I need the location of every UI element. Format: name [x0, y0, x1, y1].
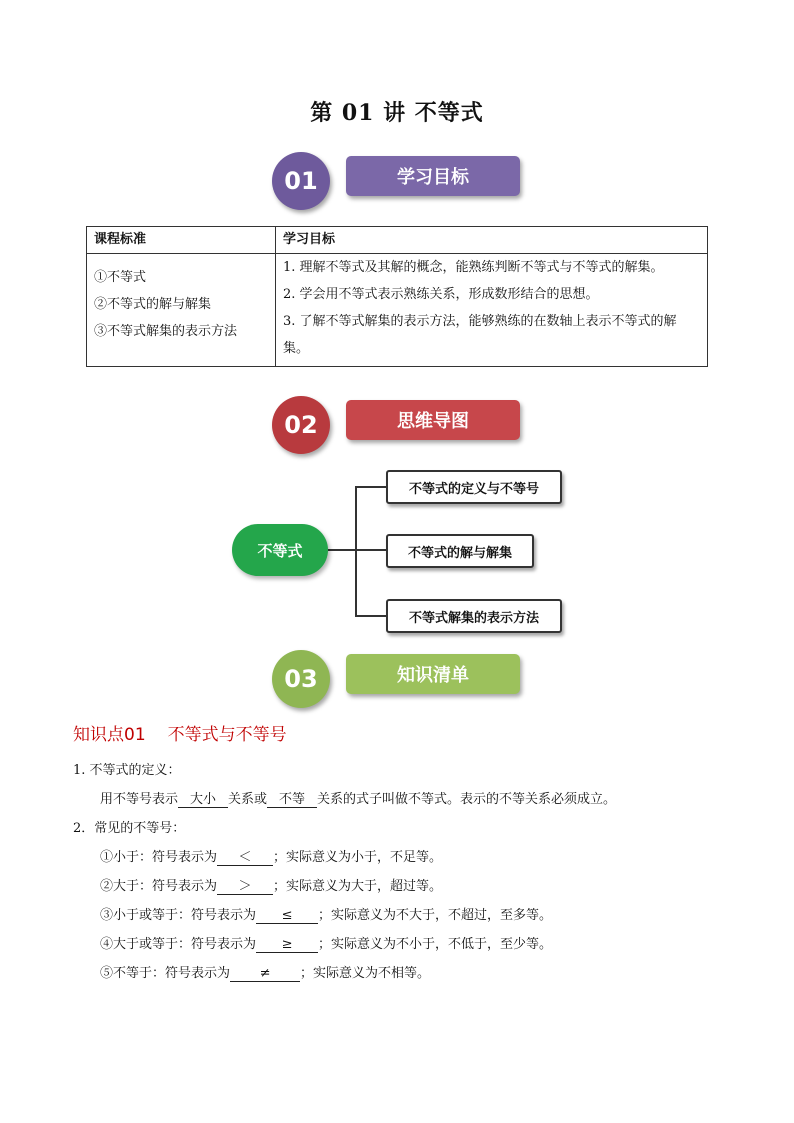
section-label: 思维导图	[346, 400, 520, 440]
section-number: 01	[272, 152, 330, 210]
objective-item: 1. 理解不等式及其解的概念，能熟练判断不等式与不等式的解集。	[283, 260, 664, 275]
blank-answer: ＞	[217, 880, 273, 895]
definition-text: 用不等号表示 大小 关系或 不等 关系的式子叫做不等式。表示的不等关系必须成立。	[100, 792, 617, 807]
section-label: 学习目标	[346, 156, 520, 196]
standards-cell	[87, 254, 276, 367]
goals-table	[86, 226, 708, 367]
objectives-cell	[276, 254, 708, 367]
section-number: 03	[272, 650, 330, 708]
page-title: 第 01 讲 不等式	[310, 100, 484, 126]
sign-item: ②大于：符号表示为 ＞ ；实际意义为大于，超过等。	[100, 879, 443, 894]
knowledge-point-name: 不等式与不等号	[167, 725, 287, 745]
standard-item: ③不等式解集的表示方法	[94, 324, 238, 339]
connector	[355, 486, 386, 488]
objective-item: 2. 学会用不等式表示熟练关系，形成数形结合的思想。	[283, 287, 599, 302]
mindmap-root: 不等式	[232, 524, 328, 576]
mindmap-branch: 不等式的解与解集	[386, 534, 534, 568]
mindmap-branch: 不等式的定义与不等号	[386, 470, 562, 504]
common-signs-heading: 2．常见的不等号：	[73, 821, 186, 836]
mindmap-branch: 不等式解集的表示方法	[386, 599, 562, 633]
knowledge-point-title	[73, 720, 309, 745]
blank-answer: ＜	[217, 851, 273, 866]
connector	[355, 486, 357, 616]
standard-item: ②不等式的解与解集	[94, 297, 212, 312]
standard-item: ①不等式	[94, 270, 147, 285]
sign-item: ①小于：符号表示为 ＜ ；实际意义为小于，不足等。	[100, 850, 443, 865]
blank-answer: ≤	[256, 909, 318, 924]
sign-item: ⑤不等于：符号表示为 ≠ ；实际意义为不相等。	[100, 966, 431, 981]
header-standard: 课程标准	[87, 227, 276, 254]
objective-item: 3. 了解不等式解集的表示方法，能够熟练的在数轴上表示不等式的解集。	[283, 314, 677, 356]
header-objective: 学习目标	[276, 227, 708, 254]
definition-heading: 1. 不等式的定义：	[73, 763, 181, 778]
blank-answer: 不等	[267, 793, 317, 808]
connector	[328, 549, 356, 551]
sign-item: ④大于或等于：符号表示为 ≥ ；实际意义为不小于，不低于，至少等。	[100, 937, 553, 952]
blank-answer: ≠	[230, 967, 300, 982]
sign-item: ③小于或等于：符号表示为 ≤ ；实际意义为不大于，不超过，至多等。	[100, 908, 553, 923]
section-number: 02	[272, 396, 330, 454]
connector	[355, 549, 386, 551]
knowledge-point-label: 知识点01	[73, 725, 146, 745]
blank-answer: ≥	[256, 938, 318, 953]
blank-answer: 大小	[178, 793, 228, 808]
connector	[355, 615, 386, 617]
section-label: 知识清单	[346, 654, 520, 694]
